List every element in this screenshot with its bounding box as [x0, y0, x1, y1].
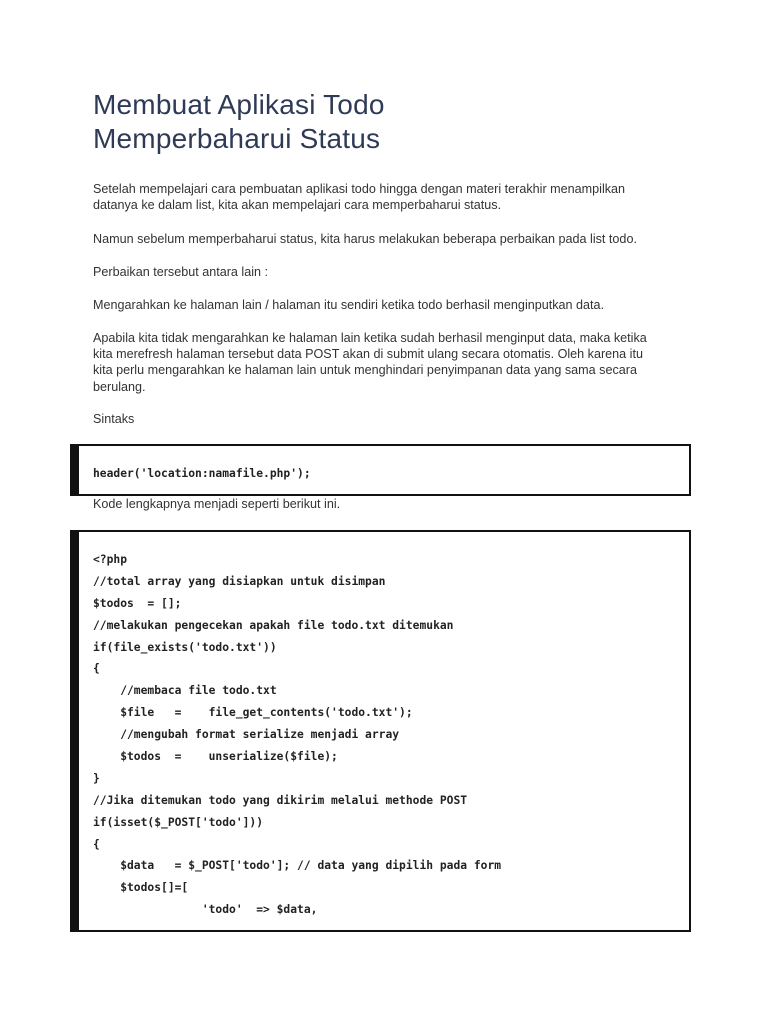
code-line: //membaca file todo.txt: [93, 684, 277, 698]
code-line: 'todo' => $data,: [93, 903, 318, 917]
page-title-line-1: Membuat Aplikasi Todo: [93, 89, 385, 120]
paragraph-fixes-heading: Perbaikan tersebut antara lain :: [93, 265, 269, 279]
code-line: //melakukan pengecekan apakah file todo.txt ditemukan: [93, 618, 454, 632]
code-line: {: [93, 837, 100, 851]
syntax-code-block: [70, 444, 691, 496]
paragraph-syntax-label: Sintaks: [93, 412, 135, 426]
code-line: <?php: [93, 553, 128, 566]
code-line: if(file_exists('todo.txt')): [93, 640, 277, 654]
paragraph-intro: Setelah mempelajari cara pembuatan aplikasi todo hingga dengan materi terakhir menampilkan datanya ke dalam list, kita akan mempelajari cara memperbaharui status.: [93, 182, 626, 213]
code-line: $todos = unserialize($file);: [93, 750, 338, 764]
page-title-line-2: Memperbaharui Status: [93, 123, 381, 154]
code-line: if(isset($_POST['todo'])): [93, 815, 264, 829]
document-page: [93, 88, 693, 426]
code-lines: [93, 553, 501, 925]
code-line: //Jika ditemukan todo yang dikirim melalui methode POST: [93, 793, 468, 807]
syntax-code: header('location:namafile.php');: [93, 467, 311, 480]
code-line: $todos = [];: [93, 596, 182, 610]
full-code-block: [70, 530, 691, 932]
paragraph-redirect-point: Mengarahkan ke halaman lain / halaman itu sendiri ketika todo berhasil menginputkan data.: [93, 298, 605, 312]
code-line: $data = $_POST['todo']; // data yang dipilih pada form: [93, 859, 502, 873]
code-line: //total array yang disiapkan untuk disimpan: [93, 574, 386, 588]
paragraph-full-code-intro: Kode lengkapnya menjadi seperti berikut ini.: [93, 497, 341, 511]
page-title: [93, 88, 693, 156]
code-line: //mengubah format serialize menjadi array: [93, 728, 400, 742]
code-line: $file = file_get_contents('todo.txt');: [93, 706, 413, 720]
paragraph-redirect-reason: Apabila kita tidak mengarahkan ke halaman lain ketika sudah berhasil menginput data, maka ketika kita merefresh halaman tersebut data POST akan di submit ulang secara otomatis. Oleh karena itu kita perlu mengarahkan ke halaman lain untuk menghindari penyimpanan data yang sama secara berulang.: [93, 331, 647, 394]
code-line: {: [93, 662, 100, 676]
code-line: $todos[]=[: [93, 881, 189, 895]
code-line: }: [93, 771, 100, 785]
paragraph-before-update: Namun sebelum memperbaharui status, kita harus melakukan beberapa perbaikan pada list todo.: [93, 232, 637, 246]
